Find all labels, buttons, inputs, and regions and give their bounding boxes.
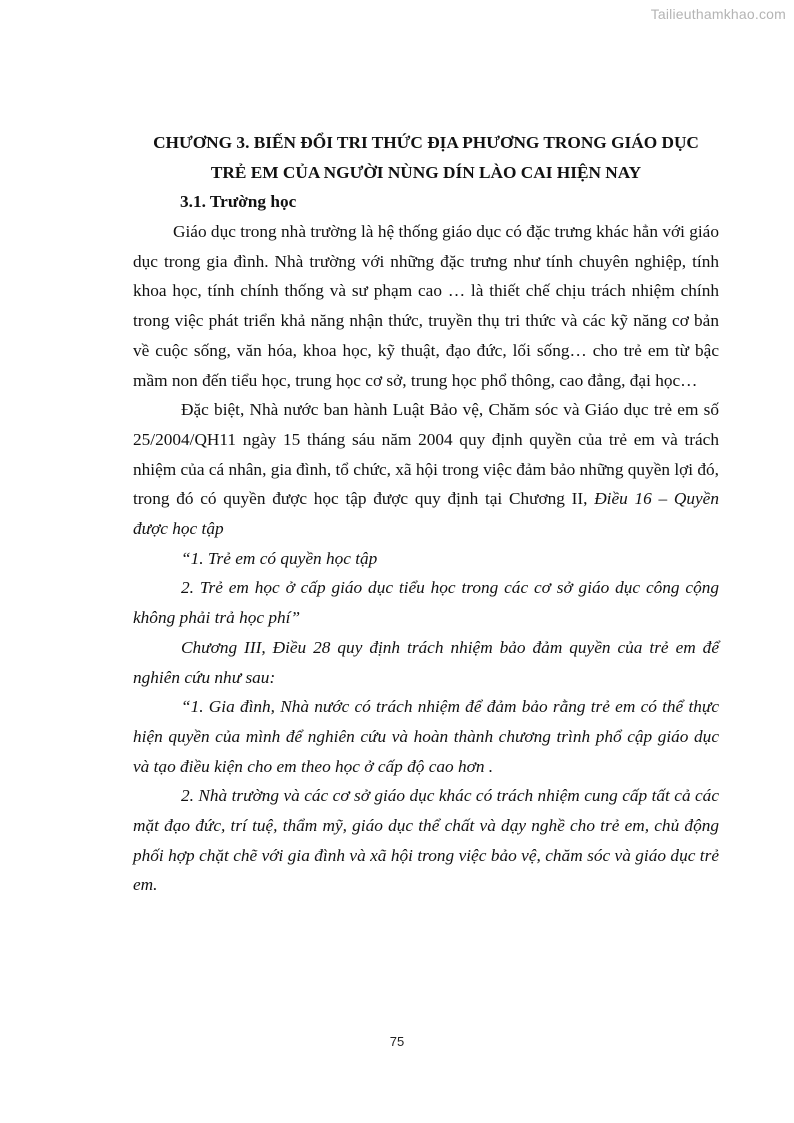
paragraph-child-law-text: Đặc biệt, Nhà nước ban hành Luật Bảo vệ, Chăm sóc và Giáo dục trẻ em số 25/2004/QH11 ngày 15 tháng sáu năm 2004 quy định quyền của trẻ em và trách nhiệm của cá nhân, gia đình, tổ chức, xã hội trong việc đảm bảo những quyền lợi đó, trong đó có quyền được học tập được quy định tại Chương II,: [133, 400, 720, 509]
document-body: [133, 128, 719, 900]
article-16-reference: Điều 16 – Quyền được học tập: [133, 489, 719, 539]
paragraph-school-education: Giáo dục trong nhà trường là hệ thống giáo dục có đặc trưng khác hẳn với giáo dục trong gia đình. Nhà trường với những đặc trưng như tính chuyên nghiệp, tính khoa học, tính chính thống và sư phạm cao … là thiết chế chịu trách nhiệm chính trong việc phát triển khả năng nhận thức, truyền thụ tri thức và các kỹ năng cơ bản về cuộc sống, văn hóa, khoa học, kỹ thuật, đạo đức, lối sống… cho trẻ em từ bậc mầm non đến tiểu học, trung học cơ sở, trung học phổ thông, cao đẳng, đại học…: [133, 222, 719, 390]
chapter-title-line-1: CHƯƠNG 3. BIẾN ĐỔI TRI THỨC ĐỊA PHƯƠNG TRONG GIÁO DỤC: [153, 133, 699, 152]
watermark: Tailieuthamkhao.com: [650, 6, 786, 22]
quote-item-2: 2. Trẻ em học ở cấp giáo dục tiểu học trong các cơ sở giáo dục công cộng không phải trả học phí”: [133, 578, 719, 628]
chapter-title: [133, 128, 719, 187]
article-28-item-1: “1. Gia đình, Nhà nước có trách nhiệm để đảm bảo rằng trẻ em có thể thực hiện quyền của mình để nghiên cứu và hoàn thành chương trình phổ cập giáo dục và tạo điều kiện cho em theo học ở cấp độ cao hơn .: [133, 697, 719, 776]
quote-item-1: “1. Trẻ em có quyền học tập: [181, 548, 378, 568]
chapter-title-line-2: TRẺ EM CỦA NGƯỜI NÙNG DÍN LÀO CAI HIỆN NAY: [210, 162, 642, 182]
paragraph-child-law: [133, 395, 719, 544]
page-number: 75: [389, 1034, 405, 1049]
article-28-intro: Chương III, Điều 28 quy định trách nhiệm bảo đảm quyền của trẻ em để nghiên cứu như sau:: [133, 637, 719, 687]
section-heading: 3.1. Trường học: [180, 192, 297, 211]
article-28-item-2: 2. Nhà trường và các cơ sở giáo dục khác có trách nhiệm cung cấp tất cả các mặt đạo đức, trí tuệ, thẩm mỹ, giáo dục thể chất và dạy nghề cho trẻ em, chủ động phối hợp chặt chẽ với gia đình và xã hội trong việc bảo vệ, chăm sóc và giáo dục trẻ em.: [133, 786, 719, 895]
